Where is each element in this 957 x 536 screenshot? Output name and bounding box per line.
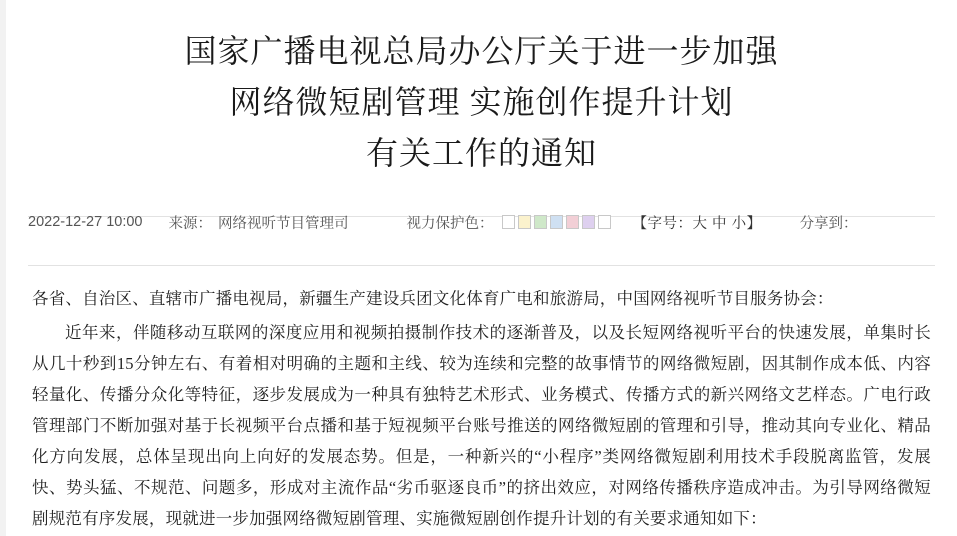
- color-swatch-4[interactable]: [550, 215, 563, 229]
- eye-protect-swatches[interactable]: [502, 215, 611, 229]
- font-size-close: 】: [746, 215, 762, 232]
- title-line-1: 国家广播电视总局办公厅关于进一步加强: [184, 33, 779, 69]
- font-size-large[interactable]: 大: [692, 215, 708, 232]
- publish-date: 2022-12-27 10:00: [28, 214, 143, 230]
- source-label: 来源：: [168, 215, 212, 232]
- color-swatch-6[interactable]: [582, 215, 595, 229]
- body-paragraph-1: 近年来，伴随移动互联网的深度应用和视频拍摄制作技术的逐渐普及，以及长短网络视听平台的快速发展，单集时长从几十秒到15分钟左右、有着相对明确的主题和主线、较为连续和完整的故事情节的网络微短剧，因其制作成本低、内容轻量化、传播分众化等特征，逐步发展成为一种具有独特艺术形式、业务模式、传播方式的新兴网络文艺样态。广电行政管理部门不断加强对基于长视频平台点播和基于短视频平台账号推送的网络微短剧的管理和引导，推动其向专业化、精品化方向发展，总体呈现出向上向好的发展态势。但是，一种新兴的“小程序”类网络微短剧利用技术手段脱离监管，发展快、势头猛、不规范、问题多，形成对主流作品“劣币驱逐良币”的挤出效应，对网络传播秩序造成冲击。为引导网络微短剧规范有序发展，现就进一步加强网络微短剧管理、实施微短剧创作提升计划的有关要求通知如下：: [32, 323, 931, 528]
- document-content: [6, 0, 957, 536]
- font-size-medium[interactable]: 中: [712, 215, 728, 232]
- font-size-small[interactable]: 小: [731, 215, 747, 232]
- color-swatch-1[interactable]: [502, 215, 515, 229]
- title-line-2: 网络微短剧管理 实施创作提升计划: [229, 84, 734, 120]
- color-swatch-2[interactable]: [518, 215, 531, 229]
- title-line-3: 有关工作的通知: [365, 135, 597, 171]
- color-swatch-7[interactable]: [598, 215, 611, 229]
- meta-divider-bottom: [28, 265, 935, 266]
- eye-protect-label: 视力保护色：: [406, 215, 494, 232]
- meta-bar: [6, 205, 957, 239]
- document-body: [6, 283, 957, 534]
- color-swatch-3[interactable]: [534, 215, 547, 229]
- source-value: 网络视听节目管理司: [218, 215, 349, 232]
- share-label: 分享到：: [799, 215, 858, 232]
- color-swatch-5[interactable]: [566, 215, 579, 229]
- document-title: [6, 0, 957, 179]
- font-size-controls: [633, 212, 762, 233]
- font-size-label: 【字号：: [632, 215, 693, 232]
- body-salutation: 各省、自治区、直辖市广播电视局，新疆生产建设兵团文化体育广电和旅游局，中国网络视听节目服务协会：: [32, 289, 834, 308]
